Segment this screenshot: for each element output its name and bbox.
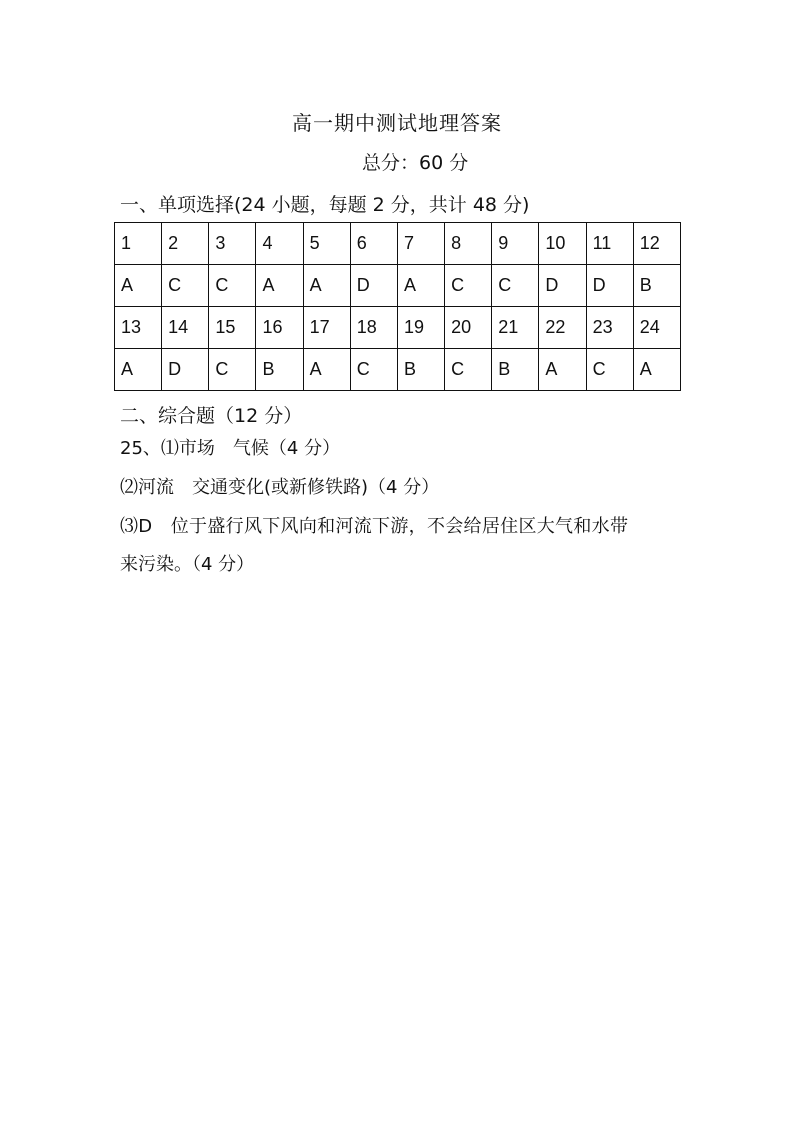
table-cell: B: [256, 349, 303, 391]
answer-line: ⑶D 位于盛行风下风向和河流下游，不会给居住区大气和水带: [120, 516, 629, 537]
section-1-heading: 一、单项选择(24 小题，每题 2 分，共计 48 分): [120, 194, 530, 216]
table-cell: B: [492, 349, 539, 391]
table-cell: 5: [303, 223, 350, 265]
table-row: [115, 265, 681, 307]
table-cell: 16: [256, 307, 303, 349]
table-cell: 12: [633, 223, 680, 265]
table-row: [115, 349, 681, 391]
table-cell: A: [303, 349, 350, 391]
table-cell: C: [209, 265, 256, 307]
table-cell: 9: [492, 223, 539, 265]
table-cell: A: [115, 349, 162, 391]
table-cell: A: [303, 265, 350, 307]
table-cell: C: [209, 349, 256, 391]
table-cell: C: [350, 349, 397, 391]
table-row: [115, 223, 681, 265]
table-cell: C: [162, 265, 209, 307]
table-cell: A: [633, 349, 680, 391]
table-cell: 11: [586, 223, 633, 265]
table-cell: 23: [586, 307, 633, 349]
table-cell: 2: [162, 223, 209, 265]
table-cell: 4: [256, 223, 303, 265]
table-cell: D: [162, 349, 209, 391]
table-cell: A: [115, 265, 162, 307]
table-cell: D: [539, 265, 586, 307]
table-cell: 1: [115, 223, 162, 265]
table-cell: 7: [397, 223, 444, 265]
total-score: 总分：60 分: [362, 152, 469, 174]
table-cell: A: [256, 265, 303, 307]
answer-line: ⑵河流 交通变化(或新修铁路)（4 分）: [120, 477, 440, 498]
table-cell: 22: [539, 307, 586, 349]
table-cell: 19: [397, 307, 444, 349]
table-cell: 14: [162, 307, 209, 349]
table-cell: 17: [303, 307, 350, 349]
table-cell: 18: [350, 307, 397, 349]
table-cell: 6: [350, 223, 397, 265]
table-cell: 21: [492, 307, 539, 349]
table-cell: B: [633, 265, 680, 307]
table-cell: 10: [539, 223, 586, 265]
table-row: [115, 307, 681, 349]
table-cell: C: [492, 265, 539, 307]
table-cell: C: [445, 265, 492, 307]
answer-line: 25、⑴市场 气候（4 分）: [120, 438, 341, 459]
table-cell: C: [586, 349, 633, 391]
table-cell: D: [586, 265, 633, 307]
table-cell: 8: [445, 223, 492, 265]
table-cell: 24: [633, 307, 680, 349]
section-2-heading: 二、综合题（12 分）: [120, 405, 303, 427]
table-cell: 3: [209, 223, 256, 265]
table-cell: B: [397, 349, 444, 391]
table-cell: 15: [209, 307, 256, 349]
table-cell: 13: [115, 307, 162, 349]
table-cell: 20: [445, 307, 492, 349]
table-cell: A: [397, 265, 444, 307]
answer-line: 来污染。（4 分）: [120, 554, 255, 575]
table-cell: D: [350, 265, 397, 307]
answer-table: [114, 222, 681, 391]
page-title: 高一期中测试地理答案: [292, 111, 502, 135]
table-cell: A: [539, 349, 586, 391]
table-cell: C: [445, 349, 492, 391]
